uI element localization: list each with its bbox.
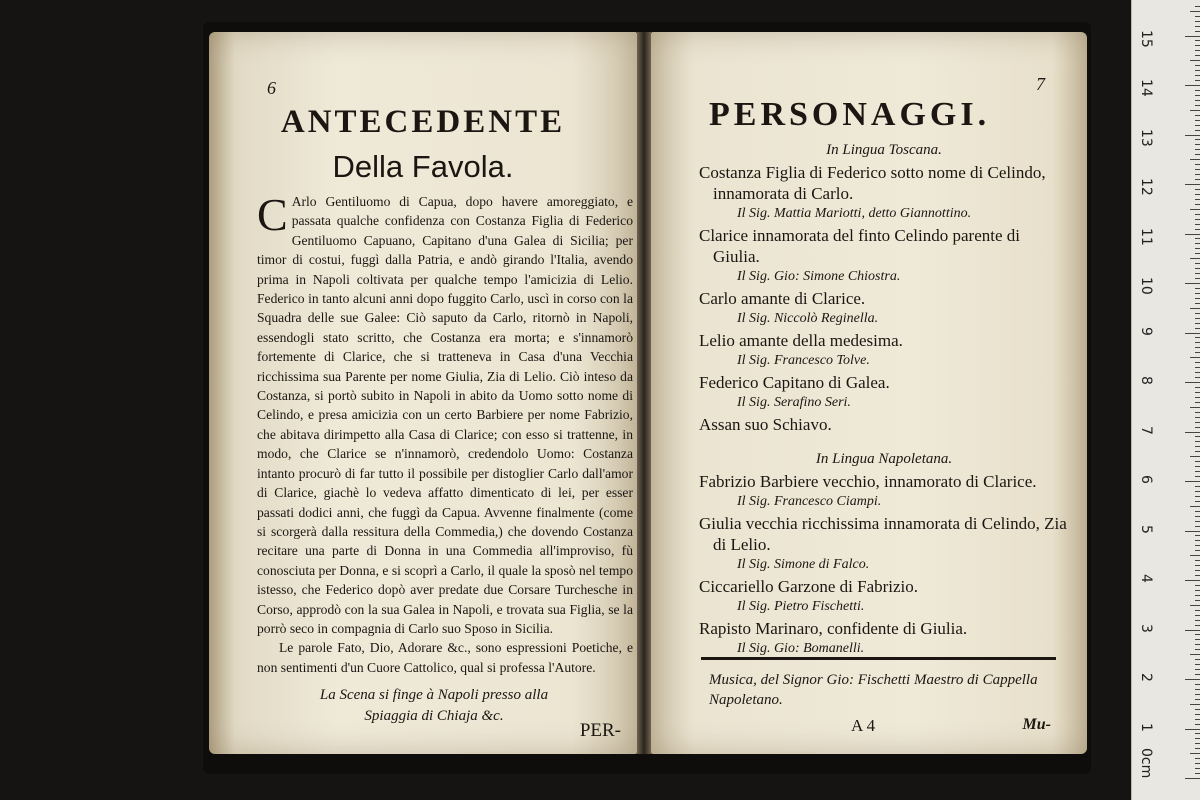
ruler-tick [1195, 120, 1200, 121]
ruler-tick [1195, 164, 1200, 165]
ruler-tick [1195, 229, 1200, 230]
ruler-tick [1195, 714, 1200, 715]
ruler-tick [1195, 387, 1200, 388]
ruler-tick [1195, 298, 1200, 299]
ruler-tick [1190, 308, 1200, 309]
ruler-tick [1195, 95, 1200, 96]
ruler-tick [1195, 451, 1200, 452]
character-role: Federico Capitano di Galea. [699, 373, 890, 392]
ruler-tick [1190, 209, 1200, 210]
ruler-tick [1195, 491, 1200, 492]
ruler-tick [1195, 224, 1200, 225]
ruler-tick [1195, 476, 1200, 477]
ruler-tick [1195, 709, 1200, 710]
ruler-tick [1195, 377, 1200, 378]
ruler-number: 9 [1138, 326, 1154, 336]
ruler-tick [1195, 738, 1200, 739]
ruler-tick [1195, 100, 1200, 101]
ruler-tick [1190, 654, 1200, 655]
ruler-tick [1195, 347, 1200, 348]
ruler-tick [1195, 144, 1200, 145]
character-role: Fabrizio Barbiere vecchio, innamorato di Clarice. [699, 472, 1037, 491]
ruler-tick [1185, 234, 1200, 235]
ruler-tick [1195, 615, 1200, 616]
ruler-tick [1195, 16, 1200, 17]
ruler-tick [1195, 90, 1200, 91]
ruler-tick [1195, 6, 1200, 7]
ruler-tick [1195, 238, 1200, 239]
ruler-tick [1195, 773, 1200, 774]
ruler-tick [1195, 31, 1200, 32]
ruler-tick [1190, 60, 1200, 61]
ruler-tick [1195, 323, 1200, 324]
ruler-tick [1195, 748, 1200, 749]
ruler-tick [1195, 263, 1200, 264]
ruler-tick [1195, 45, 1200, 46]
ruler-tick [1195, 743, 1200, 744]
ruler-tick [1185, 729, 1200, 730]
ruler-tick [1195, 699, 1200, 700]
right-page [651, 32, 1087, 754]
paragraph: Le parole Fato, Dio, Adorare &c., sono espressioni Poetiche, e non sentimenti d'un Cuore Cattolico, qual si professa l'Autore. [257, 640, 633, 675]
ruler-tick [1195, 179, 1200, 180]
ruler-tick [1195, 763, 1200, 764]
character-role: Lelio amante della medesima. [699, 331, 903, 350]
ruler-tick [1195, 501, 1200, 502]
ruler-tick [1195, 248, 1200, 249]
music-credit: Musica, del Signor Gio: Fischetti Maestro di Cappella Napoletano. [709, 672, 1038, 708]
ruler-tick [1195, 441, 1200, 442]
ruler-tick [1195, 684, 1200, 685]
ruler-tick [1190, 704, 1200, 705]
ruler-tick [1195, 620, 1200, 621]
ruler-tick [1195, 149, 1200, 150]
ruler-number: 2 [1138, 673, 1154, 682]
ruler-tick [1195, 372, 1200, 373]
ruler-tick [1195, 521, 1200, 522]
ruler-number: 5 [1138, 524, 1154, 534]
ruler-tick [1195, 293, 1200, 294]
ruler-tick [1195, 600, 1200, 601]
ruler-tick [1195, 694, 1200, 695]
actor-name: Il Sig. Gio: Bomanelli. [737, 641, 865, 656]
ruler-tick [1195, 570, 1200, 571]
actor-name: Il Sig. Mattia Mariotti, detto Giannottino. [737, 206, 972, 221]
page-title: ANTECEDENTE [280, 104, 566, 140]
ruler-tick [1185, 283, 1200, 284]
ruler-tick [1195, 392, 1200, 393]
ruler-tick [1190, 11, 1200, 12]
ruler-tick [1195, 80, 1200, 81]
character-role: Costanza Figlia di Federico sotto nome di Celindo, innamorata di Carlo. [699, 163, 1046, 203]
page-number: 6 [267, 78, 276, 98]
ruler-tick [1195, 130, 1200, 131]
ruler-tick [1195, 288, 1200, 289]
ruler-tick [1195, 595, 1200, 596]
ruler-tick [1195, 466, 1200, 467]
paragraph-text: Arlo Gentiluomo di Capua, dopo havere amoreggiato, e passata qualche confidenza con Costanza Figlia di Federico Gentiluomo Capuano, Capitano d'una Galea di Sicilia; per timor di costui, fuggì dalla Patria, e andò girando l'Italia, avendo prima in Napoli coltivata per qualche tempo l'amicizia di Lelio. Federico in tanto alcuni anni dopo fuggito Carlo, uscì in corso con la Squadra delle sue Galee: Ciò saputo da Carlo, ritornò in Napoli, essendogli stato scritto, che Costanza era morta; e s'innamorò fortemente di Clarice, che si tratteneva in Casa d'una Vecchia ricchissima sua Parente per nome Giulia, Zia di Lelio. Ciò inteso da Costanza, si portò subito in Napoli in abito da Uomo sotto nome di Celindo, e presa amicizia con un certo Barbiere per nome Fabrizio, che abitava dirimpetto alla Casa di Clarice; con esso si trattenne, in modo, che Clarice se n'innamorò, credendolo Uomo: Costanza intanto procurò di far tutto il possibile per distoglier Carlo dall'amor di Clarice, giachè lo vedeva affatto dimenticato di lei, per esser passati dodici anni, che fuggì da Capua. Avvenne finalmente (come si scorgerà dalla ressitura della Commedia,) che dovendo Costanza recitare una parte di Donna in una Commedia all'improviso, fù conosciuta per Donna, e si scoprì a Carlo, il quale la sposò nel tempo istesso, che Federico dopò aver predate due Corsare Turchesche in Corso, approdò con la sua Galea in Napoli, e trovata sua Figlia, se la porrò seco in compagnia di Carlo suo Sposo in Sicilia. [257, 194, 633, 636]
ruler-tick [1195, 719, 1200, 720]
ruler-tick [1185, 778, 1200, 779]
ruler-number: 10 [1138, 277, 1154, 295]
ruler-tick [1185, 580, 1200, 581]
ruler-tick [1190, 357, 1200, 358]
page-subtitle: Della Favola. [332, 149, 514, 184]
ruler-tick [1195, 422, 1200, 423]
scene-setting [269, 685, 599, 727]
ruler-tick [1195, 352, 1200, 353]
ruler-tick [1195, 189, 1200, 190]
ruler-tick [1195, 174, 1200, 175]
ruler-tick [1190, 555, 1200, 556]
ruler-tick [1195, 278, 1200, 279]
character-role: Clarice innamorata del finto Celindo parente di Giulia. [699, 226, 1020, 266]
ruler-tick [1195, 337, 1200, 338]
section-heading: In Lingua Napoletana. [815, 451, 953, 467]
actor-name: Il Sig. Niccolò Reginella. [737, 311, 879, 326]
ruler-tick [1185, 184, 1200, 185]
ruler-number: 3 [1138, 623, 1154, 633]
ruler-tick [1195, 199, 1200, 200]
actor-name: Il Sig. Gio: Simone Chiostra. [737, 269, 901, 284]
ruler-tick [1195, 55, 1200, 56]
character-role: Ciccariello Garzone di Fabrizio. [699, 577, 919, 596]
page-title: PERSONAGGI. [709, 96, 991, 133]
signature-mark: A 4 [851, 716, 876, 735]
ruler-tick [1195, 412, 1200, 413]
ruler-tick [1195, 724, 1200, 725]
ruler-tick [1185, 432, 1200, 433]
scene-line: Spiaggia di Chiaja &c. [364, 708, 504, 724]
ruler-number: 8 [1138, 376, 1154, 385]
ruler-tick [1195, 461, 1200, 462]
paragraph [257, 189, 633, 638]
ruler-tick [1185, 630, 1200, 631]
ruler-tick [1195, 540, 1200, 541]
cast-list [699, 140, 1069, 660]
ruler-unit-label: 0cm [1138, 748, 1154, 779]
ruler-tick [1195, 634, 1200, 635]
ruler-number: 12 [1138, 178, 1154, 196]
ruler-number: 15 [1138, 29, 1154, 48]
ruler-tick [1195, 219, 1200, 220]
actor-name: Il Sig. Serafino Seri. [737, 395, 851, 410]
ruler-tick [1195, 194, 1200, 195]
ruler-tick [1195, 471, 1200, 472]
ruler-tick [1185, 531, 1200, 532]
ruler-tick [1195, 268, 1200, 269]
ruler-tick [1195, 664, 1200, 665]
actor-name: Il Sig. Francesco Tolve. [737, 353, 870, 368]
ruler-tick [1195, 610, 1200, 611]
catchword: PER- [579, 720, 621, 741]
ruler-tick [1190, 753, 1200, 754]
neapolitan-cast [699, 471, 1069, 659]
ruler-tick [1195, 313, 1200, 314]
ruler-tick [1195, 70, 1200, 71]
ruler-tick [1190, 605, 1200, 606]
ruler-tick [1195, 214, 1200, 215]
page-number: 7 [1036, 74, 1045, 94]
ruler-tick [1195, 50, 1200, 51]
ruler-number: 6 [1138, 475, 1154, 484]
actor-name: Il Sig. Pietro Fischetti. [737, 599, 865, 614]
ruler-tick [1195, 511, 1200, 512]
ruler-tick [1195, 644, 1200, 645]
ruler-tick [1195, 545, 1200, 546]
ruler-tick [1195, 674, 1200, 675]
ruler-tick [1185, 135, 1200, 136]
ruler-tick [1185, 333, 1200, 334]
ruler-tick [1195, 397, 1200, 398]
character-role: Rapisto Marinaro, confidente di Giulia. [699, 619, 968, 638]
ruler-tick [1190, 258, 1200, 259]
open-book [203, 22, 1091, 774]
ruler-tick [1195, 139, 1200, 140]
ruler-tick [1195, 733, 1200, 734]
actor-name: Il Sig. Simone di Falco. [737, 557, 870, 572]
ruler-tick [1195, 40, 1200, 41]
ruler-tick [1195, 768, 1200, 769]
character-role: Giulia vecchia ricchissima innamorata di Celindo, Zia di Lelio. [699, 514, 1067, 554]
ruler-tick [1195, 486, 1200, 487]
ruler-tick [1195, 402, 1200, 403]
ruler-tick [1195, 328, 1200, 329]
ruler-tick [1195, 526, 1200, 527]
ruler-tick [1195, 689, 1200, 690]
ruler-tick [1195, 169, 1200, 170]
section-heading: In Lingua Toscana. [826, 142, 942, 158]
ruler-tick [1195, 273, 1200, 274]
ruler-tick [1195, 516, 1200, 517]
ruler-number: 7 [1138, 425, 1154, 435]
character-role: Assan suo Schiavo. [699, 415, 832, 434]
ruler-tick [1185, 85, 1200, 86]
ruler-tick [1195, 417, 1200, 418]
ruler-tick [1185, 679, 1200, 680]
ruler-tick [1195, 575, 1200, 576]
ruler-tick [1195, 669, 1200, 670]
ruler-tick [1195, 639, 1200, 640]
ruler-tick [1195, 65, 1200, 66]
ruler-number: 1 [1138, 722, 1154, 732]
ruler-tick [1190, 407, 1200, 408]
ruler-tick [1195, 625, 1200, 626]
ruler-tick [1195, 253, 1200, 254]
ruler-tick [1195, 436, 1200, 437]
ruler-tick [1195, 649, 1200, 650]
ruler-tick [1195, 125, 1200, 126]
ruler-tick [1190, 456, 1200, 457]
ruler-tick [1195, 26, 1200, 27]
drop-cap: C [257, 189, 288, 240]
ruler-number: 13 [1138, 128, 1154, 147]
ruler-tick [1195, 535, 1200, 536]
ruler-tick [1195, 427, 1200, 428]
ruler-tick [1195, 560, 1200, 561]
ruler-tick [1195, 243, 1200, 244]
ruler-tick [1195, 496, 1200, 497]
ruler-tick [1185, 382, 1200, 383]
catchword: Mu- [1022, 716, 1051, 733]
narrative-text [257, 189, 633, 677]
ruler-tick [1190, 110, 1200, 111]
ruler-tick [1195, 565, 1200, 566]
ruler-number: 11 [1138, 227, 1154, 246]
ruler-tick [1190, 159, 1200, 160]
ruler-tick [1195, 758, 1200, 759]
ruler-number: 4 [1138, 574, 1154, 583]
character-role: Carlo amante di Clarice. [699, 289, 866, 308]
ruler-tick [1195, 367, 1200, 368]
tuscan-cast [699, 162, 1069, 435]
ruler-tick [1195, 21, 1200, 22]
ruler-tick [1195, 115, 1200, 116]
ruler-tick [1195, 362, 1200, 363]
ruler-tick [1195, 303, 1200, 304]
left-page [209, 32, 637, 754]
ruler-tick [1185, 481, 1200, 482]
ruler-tick [1195, 585, 1200, 586]
ruler-tick [1195, 318, 1200, 319]
measurement-ruler [1131, 0, 1200, 800]
ruler-tick [1190, 506, 1200, 507]
ruler-tick [1195, 342, 1200, 343]
ruler-number: 14 [1138, 79, 1154, 97]
ruler-tick [1195, 154, 1200, 155]
ruler-tick [1195, 550, 1200, 551]
ruler-tick [1195, 590, 1200, 591]
actor-name: Il Sig. Francesco Ciampi. [737, 494, 882, 509]
ruler-tick [1195, 204, 1200, 205]
ruler-tick [1195, 75, 1200, 76]
divider [701, 657, 1056, 660]
scene-line: La Scena si finge à Napoli presso alla [319, 687, 549, 703]
ruler-tick [1195, 446, 1200, 447]
ruler-tick [1185, 36, 1200, 37]
ruler-tick [1195, 659, 1200, 660]
ruler-tick [1195, 105, 1200, 106]
book-gutter [637, 32, 651, 754]
